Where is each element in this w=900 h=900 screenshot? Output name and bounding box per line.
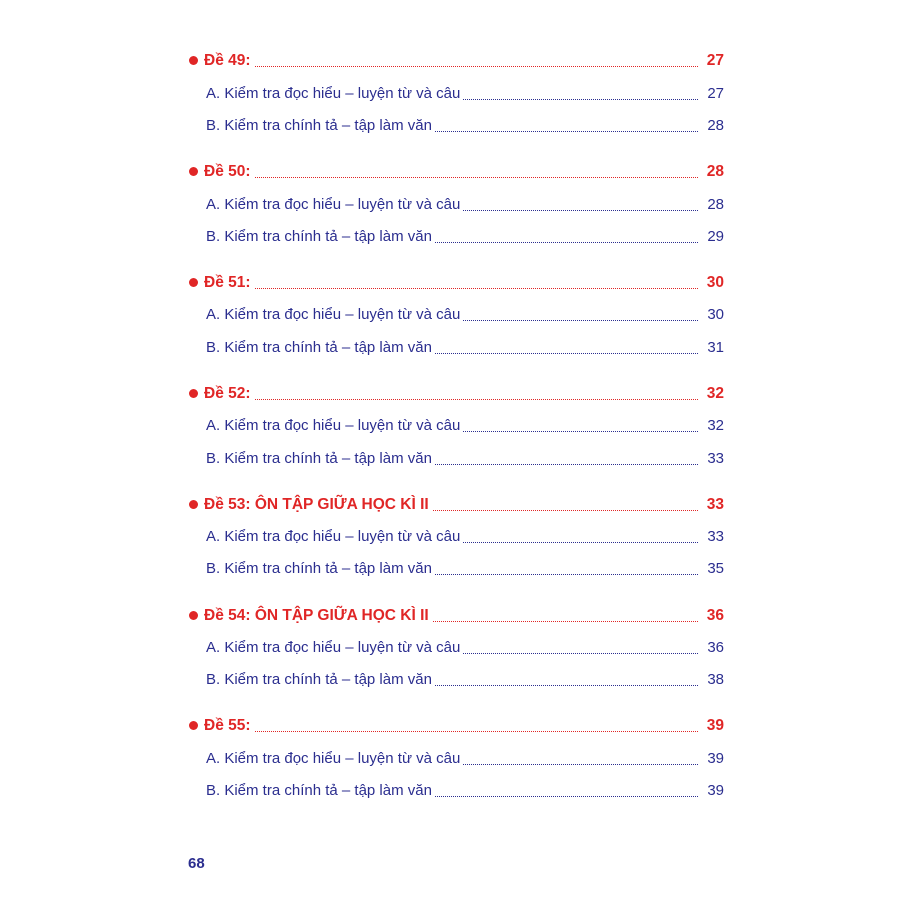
toc-subitem-title: A. Kiểm tra đọc hiểu – luyện từ và câu [206, 302, 463, 328]
toc-heading-de-55 [0, 713, 900, 739]
toc-heading-title: Đề 49: [204, 48, 254, 74]
toc-heading-de-51 [0, 270, 900, 296]
toc-subitem [0, 635, 900, 661]
toc-subitem-page: 27 [707, 85, 724, 102]
toc-heading-page: 30 [706, 274, 724, 291]
toc-heading-title: Đề 52: [204, 381, 254, 407]
toc-subitem-title: B. Kiểm tra chính tả – tập làm văn [206, 556, 435, 582]
toc-subitem-title: B. Kiểm tra chính tả – tập làm văn [206, 113, 435, 139]
toc-heading-de-50 [0, 159, 900, 185]
toc-heading-de-53 [0, 492, 900, 518]
bullet-icon [189, 721, 198, 730]
toc-subitem [0, 746, 900, 772]
toc-subitem [0, 81, 900, 107]
toc-subitem [0, 524, 900, 550]
toc-subitem-page: 31 [707, 339, 724, 356]
toc-subitem-page: 28 [707, 117, 724, 134]
leader-dots [206, 270, 698, 296]
toc-subitem [0, 413, 900, 439]
toc-heading-page: 28 [706, 163, 724, 180]
toc-subitem-title: A. Kiểm tra đọc hiểu – luyện từ và câu [206, 413, 463, 439]
toc-subitem-page: 33 [707, 528, 724, 545]
toc-subitem-page: 39 [707, 782, 724, 799]
toc-subitem [0, 113, 900, 139]
toc-heading-title: Đề 53: ÔN TẬP GIỮA HỌC KÌ II [204, 492, 432, 518]
toc-subitem [0, 192, 900, 218]
toc-heading-title: Đề 54: ÔN TẬP GIỮA HỌC KÌ II [204, 603, 432, 629]
toc-subitem [0, 302, 900, 328]
toc-subitem-title: A. Kiểm tra đọc hiểu – luyện từ và câu [206, 524, 463, 550]
toc-subitem-title: A. Kiểm tra đọc hiểu – luyện từ và câu [206, 81, 463, 107]
toc-subitem-title: A. Kiểm tra đọc hiểu – luyện từ và câu [206, 746, 463, 772]
bullet-icon [189, 167, 198, 176]
toc-subitem-page: 29 [707, 228, 724, 245]
toc-subitem-title: A. Kiểm tra đọc hiểu – luyện từ và câu [206, 192, 463, 218]
toc-subitem-title: B. Kiểm tra chính tả – tập làm văn [206, 335, 435, 361]
toc-subitem [0, 224, 900, 250]
bullet-icon [189, 278, 198, 287]
toc-subitem-page: 39 [707, 750, 724, 767]
toc-subitem-page: 30 [707, 306, 724, 323]
bullet-icon [189, 56, 198, 65]
toc-heading-page: 33 [706, 496, 724, 513]
toc-subitem-title: B. Kiểm tra chính tả – tập làm văn [206, 667, 435, 693]
toc-heading-page: 32 [706, 385, 724, 402]
toc-subitem-title: A. Kiểm tra đọc hiểu – luyện từ và câu [206, 635, 463, 661]
toc-subitem [0, 335, 900, 361]
leader-dots [206, 381, 698, 407]
bullet-icon [189, 389, 198, 398]
toc-subitem-title: B. Kiểm tra chính tả – tập làm văn [206, 446, 435, 472]
leader-dots [206, 159, 698, 185]
toc-subitem [0, 667, 900, 693]
leader-dots [206, 713, 698, 739]
bullet-icon [189, 500, 198, 509]
toc-subitem-page: 35 [707, 560, 724, 577]
toc-subitem-page: 36 [707, 639, 724, 656]
toc-heading-de-54 [0, 603, 900, 629]
toc-subitem [0, 778, 900, 804]
toc-heading-page: 27 [706, 52, 724, 69]
toc-heading-de-49 [0, 48, 900, 74]
toc-heading-page: 39 [706, 717, 724, 734]
toc-subitem-page: 33 [707, 450, 724, 467]
toc-heading-title: Đề 55: [204, 713, 254, 739]
toc-subitem-page: 28 [707, 196, 724, 213]
toc-heading-title: Đề 50: [204, 159, 254, 185]
page-number: 68 [188, 855, 205, 872]
toc-subitem-title: B. Kiểm tra chính tả – tập làm văn [206, 224, 435, 250]
bullet-icon [189, 611, 198, 620]
toc-subitem-page: 32 [707, 417, 724, 434]
toc-subitem [0, 446, 900, 472]
leader-dots [206, 48, 698, 74]
toc-subitem-title: B. Kiểm tra chính tả – tập làm văn [206, 778, 435, 804]
toc-heading-title: Đề 51: [204, 270, 254, 296]
toc-subitem-page: 38 [707, 671, 724, 688]
toc-heading-de-52 [0, 381, 900, 407]
toc-heading-page: 36 [706, 607, 724, 624]
toc-subitem [0, 556, 900, 582]
